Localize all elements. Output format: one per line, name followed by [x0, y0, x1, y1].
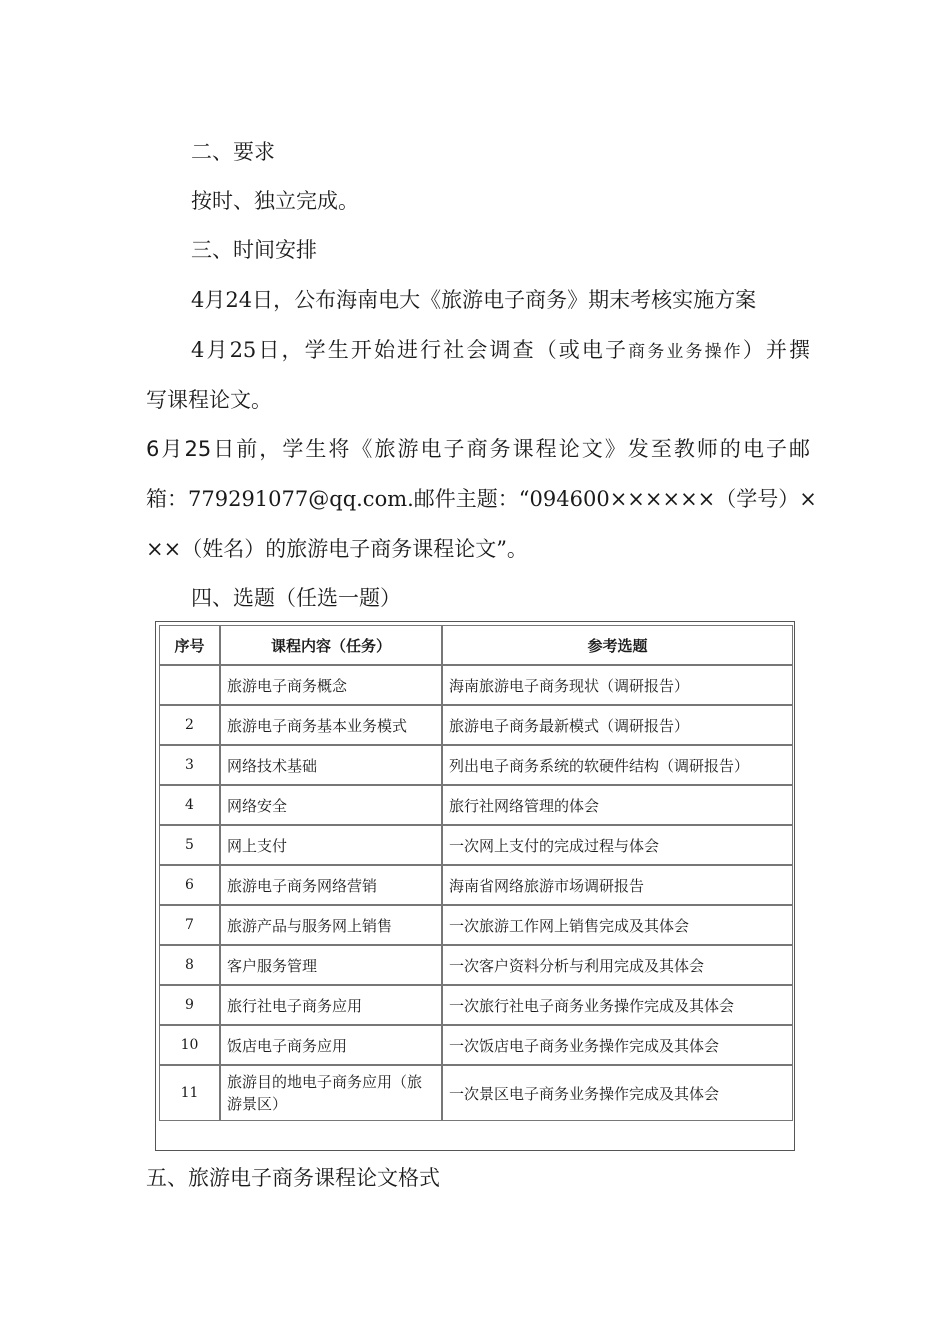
cell-seq: 4 [159, 785, 220, 825]
schedule-line-2 [191, 336, 810, 366]
schedule-line-2-cont: 写课程论文。 [146, 388, 272, 412]
cell-topic: 海南省网络旅游市场调研报告 [442, 865, 793, 905]
cell-seq: 3 [159, 745, 220, 785]
cell-topic: 一次饭店电子商务业务操作完成及其体会 [442, 1025, 793, 1065]
cell-topic: 列出电子商务系统的软硬件结构（调研报告） [442, 745, 793, 785]
cell-topic: 海南旅游电子商务现状（调研报告） [442, 665, 793, 705]
cell-topic: 一次客户资料分析与利用完成及其体会 [442, 945, 793, 985]
table-row [159, 1065, 793, 1121]
cell-content: 旅行社电子商务应用 [220, 985, 442, 1025]
cell-content: 网络安全 [220, 785, 442, 825]
header-seq: 序号 [159, 625, 220, 665]
cell-seq: 2 [159, 705, 220, 745]
schedule-line-3-text: 日前，学生将《旅游电子商务课程论文》发至教师的电子邮 [211, 437, 811, 461]
table-header-row [159, 625, 793, 665]
cell-content: 客户服务管理 [220, 945, 442, 985]
table-row [159, 825, 793, 865]
header-content: 课程内容（任务） [220, 625, 442, 665]
table-row [159, 1025, 793, 1065]
table-row [159, 665, 793, 705]
schedule-line-2-part-c: ）并撰 [742, 338, 811, 362]
section-3-heading: 三、时间安排 [191, 238, 317, 262]
cell-content: 网络技术基础 [220, 745, 442, 785]
cell-topic: 一次旅游工作网上销售完成及其体会 [442, 905, 793, 945]
table-row [159, 865, 793, 905]
date-month-num: 6 [146, 437, 160, 461]
cell-content: 旅游目的地电子商务应用（旅游景区） [220, 1065, 442, 1121]
section-5-heading: 五、旅游电子商务课程论文格式 [146, 1166, 440, 1190]
section-4-heading: 四、选题（任选一题） [191, 586, 401, 610]
cell-topic: 旅行社网络管理的体会 [442, 785, 793, 825]
email-line: 箱：779291077@qq.com.邮件主题：“094600××××××（学号）× [146, 487, 817, 511]
cell-content: 旅游电子商务网络营销 [220, 865, 442, 905]
cell-seq: 6 [159, 865, 220, 905]
table-row [159, 705, 793, 745]
table-row [159, 985, 793, 1025]
cell-seq: 10 [159, 1025, 220, 1065]
table-row [159, 905, 793, 945]
cell-content: 网上支付 [220, 825, 442, 865]
cell-seq: 5 [159, 825, 220, 865]
cell-content: 饭店电子商务应用 [220, 1025, 442, 1065]
schedule-line-3 [146, 435, 810, 463]
header-topic: 参考选题 [442, 625, 793, 665]
requirement-text: 按时、独立完成。 [191, 189, 359, 213]
schedule-line-2-part-b: 商务业务操作 [628, 342, 743, 362]
cell-topic: 旅游电子商务最新模式（调研报告） [442, 705, 793, 745]
topic-table [155, 621, 795, 1151]
table-row [159, 945, 793, 985]
cell-seq: 7 [159, 905, 220, 945]
cell-seq: 9 [159, 985, 220, 1025]
cell-content: 旅游产品与服务网上销售 [220, 905, 442, 945]
cell-seq: 8 [159, 945, 220, 985]
date-day-num: 25 [184, 437, 212, 461]
schedule-line-1: 4月24日，公布海南电大《旅游电子商务》期末考核实施方案 [191, 288, 757, 312]
cell-topic: 一次景区电子商务业务操作完成及其体会 [442, 1065, 793, 1121]
cell-topic: 一次旅行社电子商务业务操作完成及其体会 [442, 985, 793, 1025]
cell-topic: 一次网上支付的完成过程与体会 [442, 825, 793, 865]
cell-content: 旅游电子商务概念 [220, 665, 442, 705]
schedule-line-2-part-a: 4月25日，学生开始进行社会调查（或电子 [191, 338, 629, 362]
section-2-heading: 二、要求 [191, 140, 275, 164]
cell-seq: 11 [159, 1065, 220, 1121]
email-line-cont: ××（姓名）的旅游电子商务课程论文”。 [146, 537, 528, 561]
cell-seq [159, 665, 220, 705]
cell-content: 旅游电子商务基本业务模式 [220, 705, 442, 745]
table-row [159, 745, 793, 785]
table-row [159, 785, 793, 825]
date-month-char: 月 [159, 437, 185, 461]
